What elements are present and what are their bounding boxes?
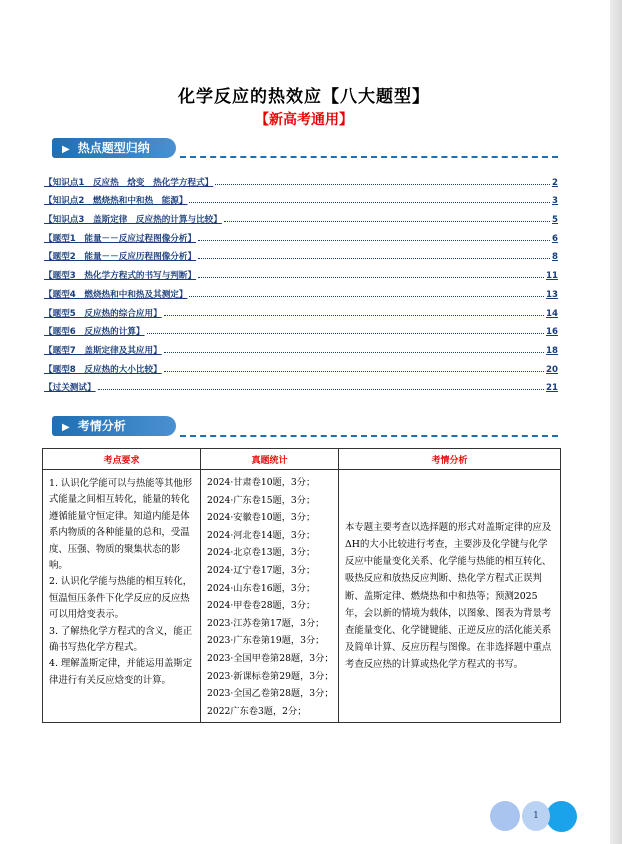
toc-entry-page[interactable]: 5 (552, 215, 558, 226)
toc-entry[interactable] (44, 206, 558, 225)
toc-section-banner (52, 138, 176, 158)
requirement-item: 1. 认识化学能可以与热能等其他形式能量之间相互转化，能量的转化遵循能量守恒定律。知道内能是体系内物质的各种能量的总和，受温度、压强、物质的聚集状态的影响。 (49, 478, 193, 572)
toc-dot-leader (215, 184, 550, 185)
toc-entry-page[interactable]: 20 (546, 364, 558, 375)
toc-entry-page[interactable]: 18 (546, 345, 558, 356)
page-bubble-decoration (490, 801, 520, 831)
statistics-cell (201, 470, 339, 723)
toc-dot-leader (164, 315, 544, 316)
toc-section-heading: 热点题型归纳 (77, 141, 150, 155)
statistic-item: 2023·江苏卷第17题，3分； (207, 617, 325, 629)
toc-dot-leader (147, 333, 545, 334)
statistic-item: 2022广东卷3题，2分； (207, 705, 307, 717)
toc-entry[interactable] (44, 262, 558, 281)
analysis-section-divider (180, 435, 558, 437)
toc-dot-leader (198, 277, 544, 278)
document-subtitle: 【新高考通用】 (255, 112, 353, 128)
toc-entry-page[interactable]: 8 (552, 252, 558, 263)
requirement-item: 3. 了解热化学方程式的含义，能正确书写热化学方程式。 (49, 625, 193, 654)
toc-dot-leader (164, 371, 544, 372)
toc-entry[interactable] (44, 169, 558, 188)
toc-dot-leader (98, 389, 544, 390)
toc-entry-label[interactable]: 【知识点3 盖斯定律 反应热的计算与比较】 (44, 215, 222, 226)
statistic-item: 2024·辽宁卷17题，3分； (207, 564, 316, 576)
table-of-contents (44, 169, 558, 393)
statistic-item: 2024·甘肃卷10题，3分； (207, 477, 316, 488)
toc-entry-label[interactable]: 【题型6 反应热的计算】 (44, 327, 145, 338)
play-triangle-icon: ▶ (62, 422, 70, 433)
toc-entry-page[interactable]: 16 (546, 327, 558, 338)
toc-entry-label[interactable]: 【题型8 反应热的大小比较】 (44, 364, 162, 375)
toc-entry-page[interactable]: 3 (552, 196, 558, 207)
toc-entry-page[interactable]: 14 (546, 308, 558, 319)
toc-entry-label[interactable]: 【题型3 热化学方程式的书写与判断】 (44, 271, 197, 282)
statistic-item: 2024·甲卷卷28题，3分； (207, 600, 316, 612)
statistic-item: 2024·安徽卷10题，3分； (207, 512, 316, 524)
exam-analysis-table (42, 448, 561, 723)
analysis-cell: 本专题主要考查以选择题的形式对盖斯定律的应及ΔH的大小比较进行考查，主要涉及化学键与化学反应中能量变化关系、化学能与热能的相互转化、吸热反应和放热反应判断、热化学方程式正误判断、盖斯定律、燃烧热和中和热等；预测2025年，会以新的情境为载体，以图象、图表为背景考查能量变化、化学键键能、正逆反应的活化能关系及简单计算、反应历程与图像。在非选择题中重点考查反应热的计算或热化学方程式的书写。 (339, 470, 561, 723)
toc-entry[interactable] (44, 281, 558, 300)
statistic-item: 2024·山东卷16题，3分； (207, 582, 316, 594)
statistic-item: 2023·全国甲卷第28题，3分； (207, 652, 334, 664)
toc-entry-page[interactable]: 21 (546, 383, 558, 394)
document-title: 化学反应的热效应【八大题型】 (178, 87, 430, 107)
analysis-section-banner (52, 416, 176, 436)
toc-dot-leader (189, 296, 544, 297)
toc-entry[interactable] (44, 225, 558, 244)
page-number: 1 (522, 801, 550, 831)
toc-entry[interactable] (44, 319, 558, 338)
toc-dot-leader (189, 202, 550, 203)
play-triangle-icon: ▶ (62, 144, 70, 155)
requirements-cell (43, 470, 201, 723)
statistic-item: 2023·广东卷第19题，3分； (207, 635, 325, 647)
page-indicator (490, 801, 580, 831)
toc-entry[interactable] (44, 188, 558, 207)
statistic-item: 2024·河北卷14题，3分； (207, 529, 316, 541)
page-bubble-decoration (546, 801, 577, 832)
toc-entry-label[interactable]: 【题型7 盖斯定律及其应用】 (44, 345, 162, 356)
statistic-item: 2024·广东卷15题，3分； (207, 494, 316, 506)
toc-entry-label[interactable]: 【题型4 燃烧热和中和热及其测定】 (44, 289, 188, 300)
toc-entry-label[interactable]: 【知识点1 反应热 焓变 热化学方程式】 (44, 177, 214, 188)
toc-entry-page[interactable]: 11 (546, 271, 558, 282)
toc-dot-leader (198, 258, 550, 259)
toc-entry-label[interactable]: 【题型2 能量－－反应历程图像分析】 (44, 252, 197, 263)
page-edge-shadow (610, 0, 622, 844)
toc-entry[interactable] (44, 300, 558, 319)
toc-dot-leader (198, 240, 550, 241)
header-statistics: 真题统计 (201, 449, 339, 470)
toc-entry[interactable] (44, 244, 558, 263)
toc-entry-page[interactable]: 13 (546, 289, 558, 300)
analysis-section-heading: 考情分析 (77, 419, 126, 433)
toc-entry[interactable] (44, 356, 558, 375)
statistic-item: 2023·全国乙卷第28题，3分； (207, 688, 334, 700)
toc-section-divider (180, 156, 558, 158)
toc-entry-label[interactable]: 【题型1 能量－－反应过程图像分析】 (44, 233, 197, 244)
toc-entry-page[interactable]: 6 (552, 233, 558, 244)
header-requirements: 考点要求 (43, 449, 201, 470)
toc-entry-page[interactable]: 2 (552, 177, 558, 188)
toc-entry-label[interactable]: 【知识点2 燃烧热和中和热 能源】 (44, 196, 188, 207)
toc-entry[interactable] (44, 375, 558, 394)
toc-entry-label[interactable]: 【过关测试】 (44, 383, 96, 394)
statistic-item: 2024·北京卷13题，3分； (207, 547, 316, 559)
toc-entry[interactable] (44, 337, 558, 356)
header-analysis: 考情分析 (339, 449, 561, 470)
toc-dot-leader (224, 221, 550, 222)
toc-entry-label[interactable]: 【题型5 反应热的综合应用】 (44, 308, 162, 319)
requirement-item: 2. 认识化学能与热能的相互转化，恒温恒压条件下化学反应的反应热可以用焓变表示。 (49, 576, 193, 621)
toc-dot-leader (164, 352, 544, 353)
requirement-item: 4. 理解盖斯定律，并能运用盖斯定律进行有关反应焓变的计算。 (49, 658, 193, 686)
statistic-item: 2023·新课标卷第29题，3分； (207, 670, 334, 682)
